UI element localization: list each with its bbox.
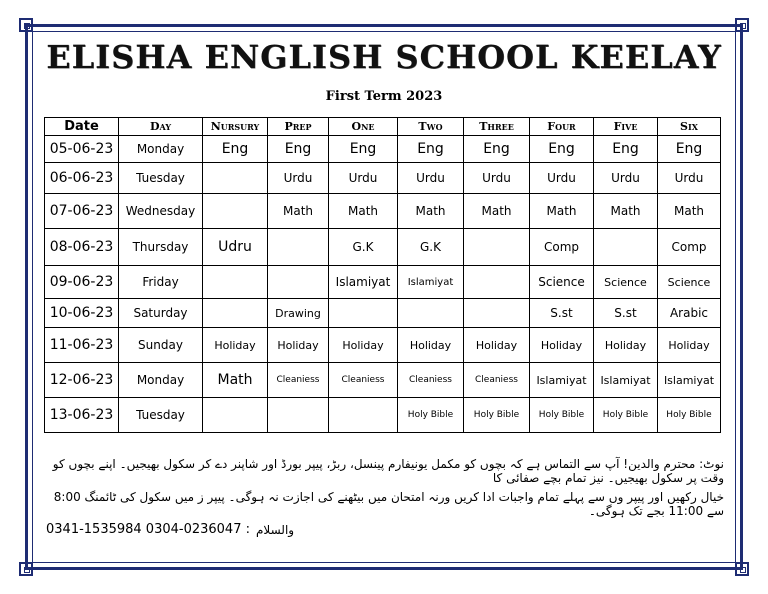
subject-cell: Cleaniess bbox=[268, 363, 329, 398]
column-header-four: Four bbox=[530, 118, 594, 136]
exam-timetable bbox=[44, 117, 721, 433]
column-header-five: Five bbox=[594, 118, 658, 136]
table-row bbox=[45, 136, 721, 163]
day-cell: Sunday bbox=[119, 328, 203, 363]
subject-cell: Cleaniess bbox=[329, 363, 398, 398]
subject-cell: Comp bbox=[658, 229, 721, 266]
subject-cell bbox=[464, 299, 530, 328]
subject-cell bbox=[329, 299, 398, 328]
subject-cell: Math bbox=[203, 363, 268, 398]
subject-cell bbox=[268, 398, 329, 433]
subject-cell: Urdu bbox=[530, 163, 594, 194]
subject-cell: Math bbox=[594, 194, 658, 229]
subject-cell: Holy Bible bbox=[398, 398, 464, 433]
subject-cell: Holiday bbox=[658, 328, 721, 363]
phone-numbers: 0341-1535984 0304-0236047 : bbox=[46, 522, 250, 537]
table-row bbox=[45, 163, 721, 194]
table-row bbox=[45, 398, 721, 433]
subject-cell: G.K bbox=[329, 229, 398, 266]
column-header-six: Six bbox=[658, 118, 721, 136]
term-subtitle: First Term 2023 bbox=[325, 89, 443, 104]
contact-footer bbox=[46, 522, 294, 537]
date-cell: 05-06-23 bbox=[45, 136, 119, 163]
subject-cell: Arabic bbox=[658, 299, 721, 328]
subject-cell: Islamiyat bbox=[594, 363, 658, 398]
table-header-row bbox=[45, 118, 721, 136]
subject-cell: Math bbox=[329, 194, 398, 229]
table-row bbox=[45, 266, 721, 299]
subject-cell: Math bbox=[268, 194, 329, 229]
subject-cell: Eng bbox=[329, 136, 398, 163]
subject-cell: Eng bbox=[658, 136, 721, 163]
subject-cell: Eng bbox=[464, 136, 530, 163]
subject-cell bbox=[203, 398, 268, 433]
day-cell: Monday bbox=[119, 363, 203, 398]
subject-cell: Math bbox=[658, 194, 721, 229]
subject-cell: Holy Bible bbox=[464, 398, 530, 433]
subject-cell bbox=[203, 163, 268, 194]
day-cell: Tuesday bbox=[119, 398, 203, 433]
subject-cell: Eng bbox=[268, 136, 329, 163]
subject-cell bbox=[594, 229, 658, 266]
subject-cell: Holy Bible bbox=[658, 398, 721, 433]
date-cell: 08-06-23 bbox=[45, 229, 119, 266]
subject-cell: Urdu bbox=[268, 163, 329, 194]
subject-cell: G.K bbox=[398, 229, 464, 266]
subject-cell: Eng bbox=[398, 136, 464, 163]
subject-cell: Math bbox=[464, 194, 530, 229]
subject-cell: Holiday bbox=[398, 328, 464, 363]
date-cell: 13-06-23 bbox=[45, 398, 119, 433]
subject-cell: Islamiyat bbox=[658, 363, 721, 398]
date-cell: 06-06-23 bbox=[45, 163, 119, 194]
subject-cell: Holy Bible bbox=[530, 398, 594, 433]
subject-cell: Urdu bbox=[594, 163, 658, 194]
subject-cell: Eng bbox=[203, 136, 268, 163]
table-row bbox=[45, 299, 721, 328]
subject-cell: Holy Bible bbox=[594, 398, 658, 433]
subject-cell: Holiday bbox=[464, 328, 530, 363]
table-row bbox=[45, 363, 721, 398]
subject-cell: Cleaniess bbox=[398, 363, 464, 398]
urdu-note-line-1: نوٹ: محترم والدین! آپ سے التماس ہے کہ بچوں کو مکمل یونیفارم پینسل، ربڑ، پیپر بورڈ اور شاپنر دے کر سکول بھیجیں۔ اپنے بچوں کو وقت پر سکول بھیجیں۔ نیز تمام بچے صفائی کا bbox=[52, 457, 724, 485]
subject-cell: S.st bbox=[530, 299, 594, 328]
subject-cell: S.st bbox=[594, 299, 658, 328]
column-header-day: Day bbox=[119, 118, 203, 136]
subject-cell: Urdu bbox=[464, 163, 530, 194]
column-header-nursury: Nursury bbox=[203, 118, 268, 136]
subject-cell: Urdu bbox=[398, 163, 464, 194]
date-cell: 07-06-23 bbox=[45, 194, 119, 229]
subject-cell: Islamiyat bbox=[398, 266, 464, 299]
subject-cell bbox=[464, 266, 530, 299]
urdu-note-line-2: خیال رکھیں اور پیپر وں سے پہلے تمام واجبات ادا کریں ورنہ امتحان میں بیٹھنے کی اجازت نہ ہوگی۔ پیپر ز میں سکول کی ٹائمنگ 8:00 سے 11:00 بجے تک ہوگی۔ bbox=[53, 490, 724, 518]
column-header-date: Date bbox=[45, 118, 119, 136]
subject-cell: Holiday bbox=[329, 328, 398, 363]
school-name-title: ELISHA ENGLISH SCHOOL KEELAY bbox=[46, 38, 722, 76]
subject-cell: Math bbox=[530, 194, 594, 229]
subject-cell bbox=[268, 266, 329, 299]
day-cell: Saturday bbox=[119, 299, 203, 328]
day-cell: Friday bbox=[119, 266, 203, 299]
subject-cell: Islamiyat bbox=[530, 363, 594, 398]
subject-cell: Udru bbox=[203, 229, 268, 266]
table-row bbox=[45, 328, 721, 363]
column-header-prep: Prep bbox=[268, 118, 329, 136]
day-cell: Tuesday bbox=[119, 163, 203, 194]
subject-cell: Math bbox=[398, 194, 464, 229]
subject-cell: Holiday bbox=[594, 328, 658, 363]
subject-cell: Cleaniess bbox=[464, 363, 530, 398]
table-row bbox=[45, 194, 721, 229]
column-header-one: One bbox=[329, 118, 398, 136]
subject-cell: Eng bbox=[594, 136, 658, 163]
day-cell: Monday bbox=[119, 136, 203, 163]
subject-cell: Holiday bbox=[530, 328, 594, 363]
subject-cell bbox=[203, 266, 268, 299]
subject-cell: Science bbox=[594, 266, 658, 299]
day-cell: Thursday bbox=[119, 229, 203, 266]
table-row bbox=[45, 229, 721, 266]
subject-cell bbox=[268, 229, 329, 266]
date-cell: 12-06-23 bbox=[45, 363, 119, 398]
subject-cell: Eng bbox=[530, 136, 594, 163]
subject-cell: Urdu bbox=[658, 163, 721, 194]
column-header-two: Two bbox=[398, 118, 464, 136]
subject-cell bbox=[329, 398, 398, 433]
subject-cell: Comp bbox=[530, 229, 594, 266]
subject-cell: Urdu bbox=[329, 163, 398, 194]
subject-cell bbox=[398, 299, 464, 328]
subject-cell: Holiday bbox=[203, 328, 268, 363]
subject-cell: Science bbox=[658, 266, 721, 299]
subject-cell bbox=[203, 299, 268, 328]
date-cell: 09-06-23 bbox=[45, 266, 119, 299]
column-header-three: Three bbox=[464, 118, 530, 136]
date-cell: 11-06-23 bbox=[45, 328, 119, 363]
subject-cell: Science bbox=[530, 266, 594, 299]
day-cell: Wednesday bbox=[119, 194, 203, 229]
closing-salutation: والسلام bbox=[256, 522, 295, 537]
subject-cell bbox=[464, 229, 530, 266]
date-cell: 10-06-23 bbox=[45, 299, 119, 328]
subject-cell bbox=[203, 194, 268, 229]
subject-cell: Holiday bbox=[268, 328, 329, 363]
subject-cell: Islamiyat bbox=[329, 266, 398, 299]
subject-cell: Drawing bbox=[268, 299, 329, 328]
